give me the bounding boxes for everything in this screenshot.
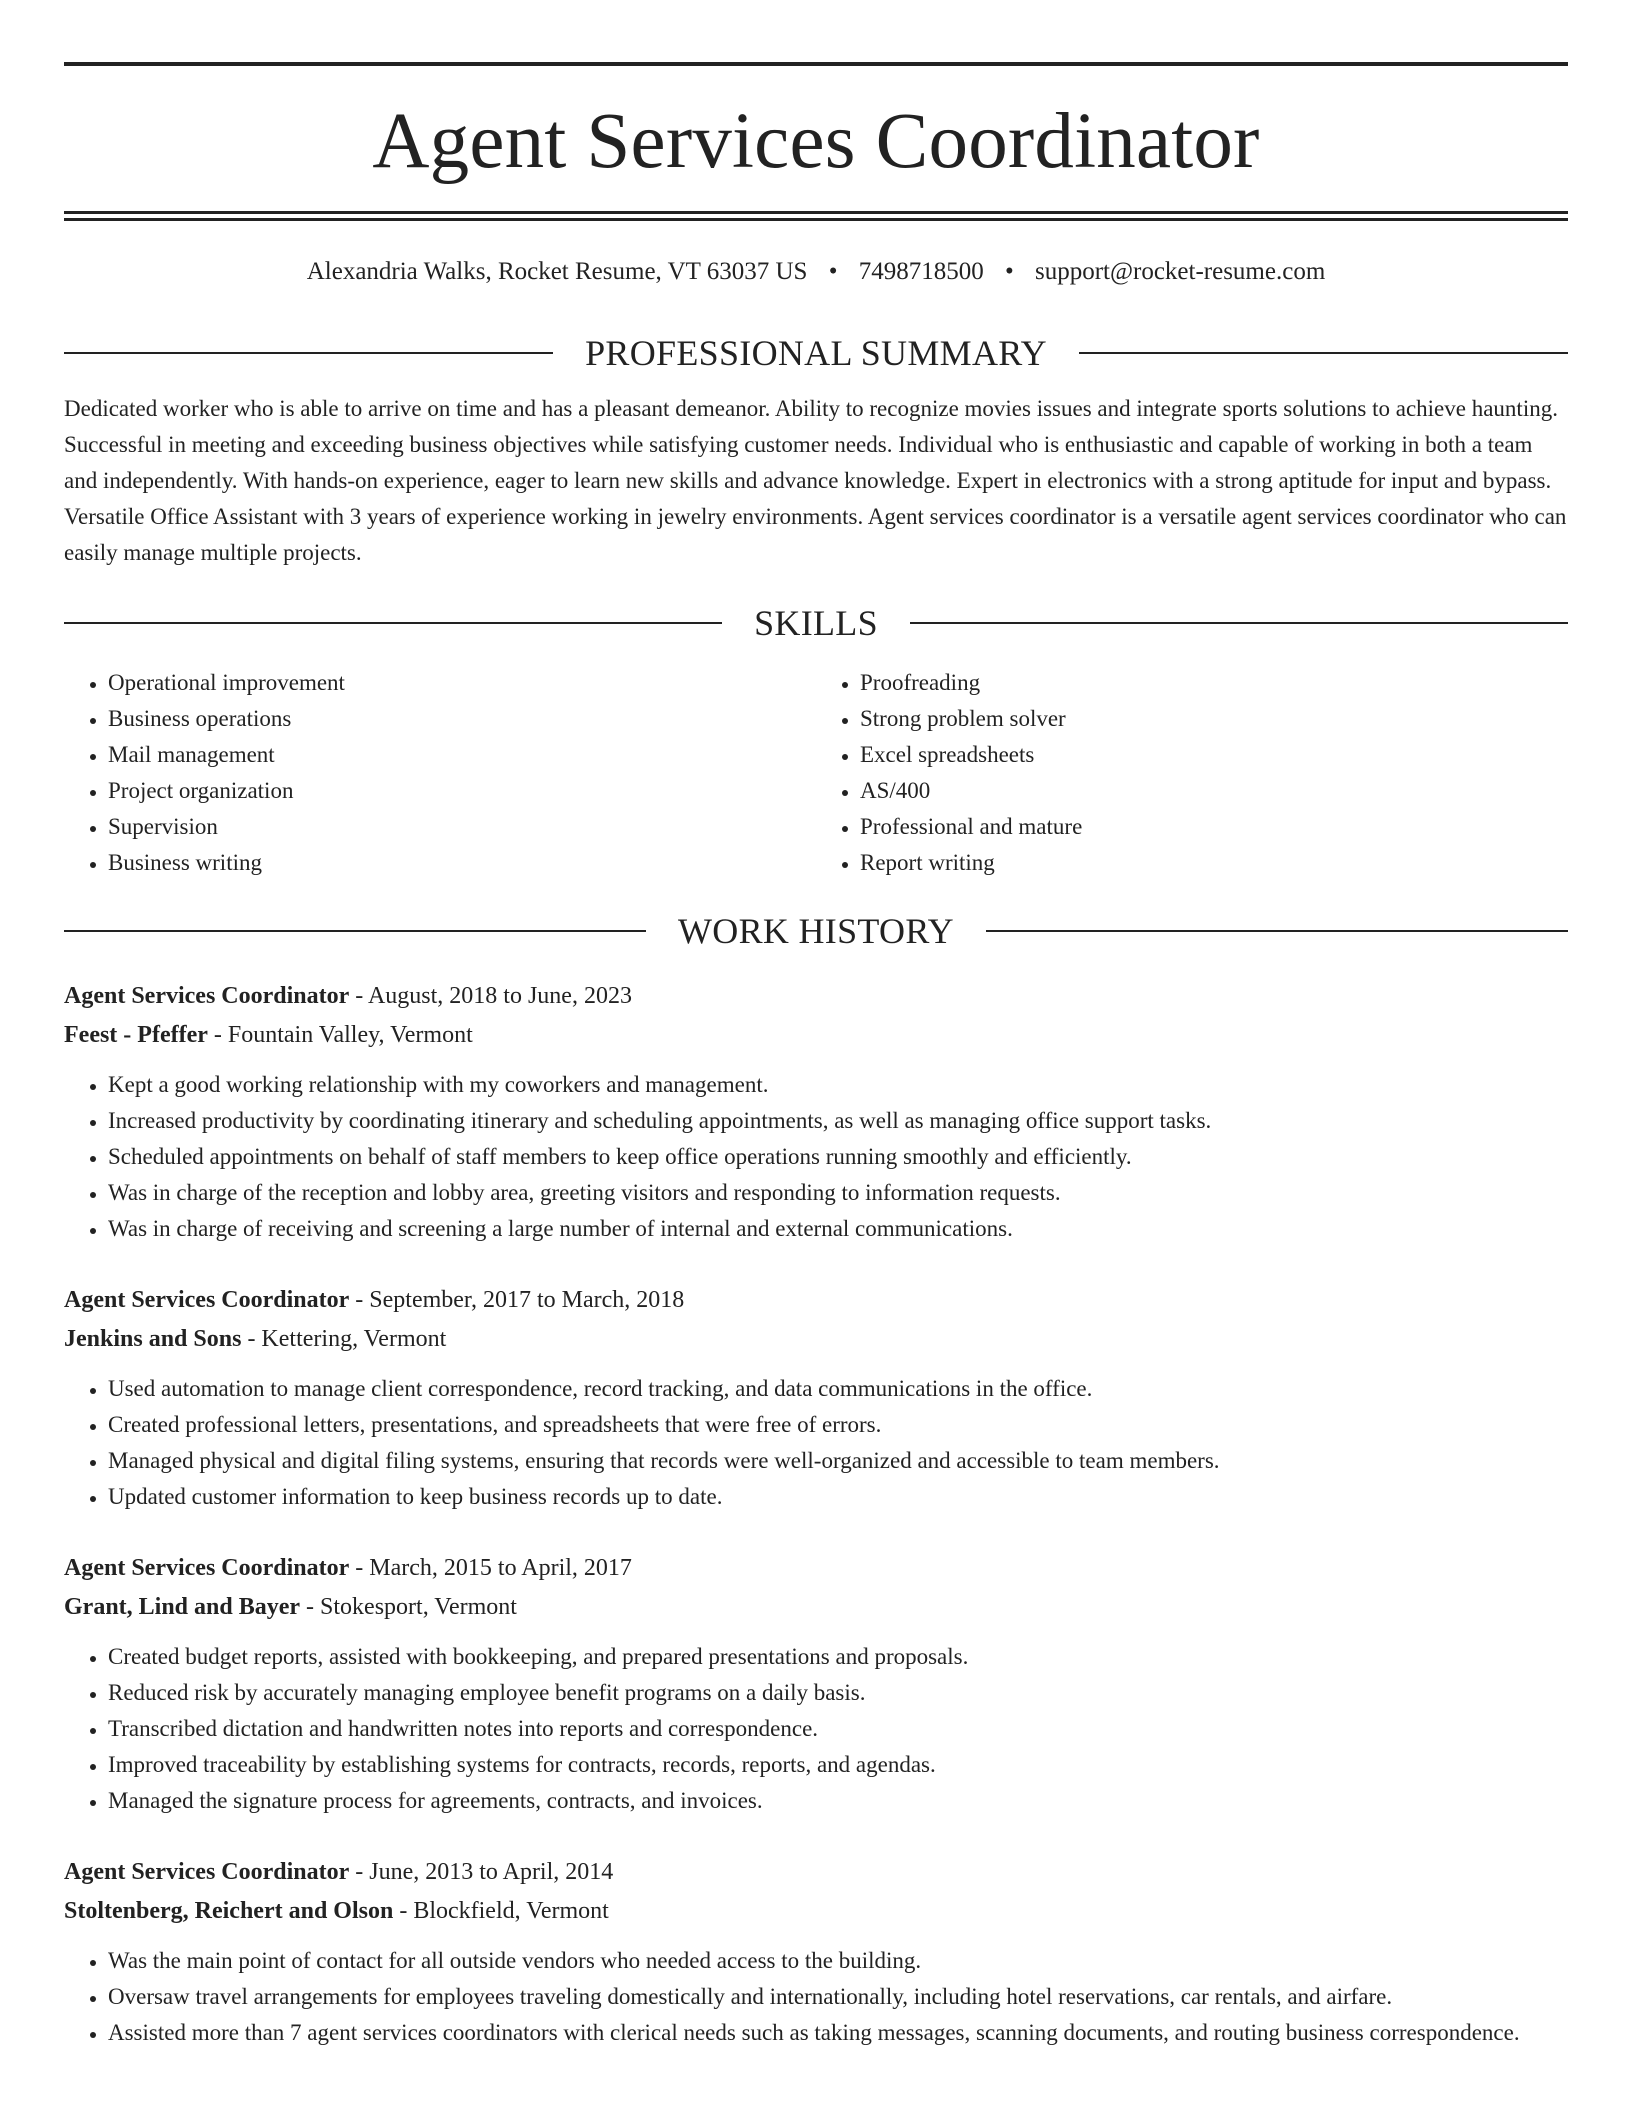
job-entry [64, 1281, 1568, 1515]
job-bullet: • Managed physical and digital filing systems, ensuring that records were well-organized and accessible to team members. [108, 1443, 1568, 1479]
job-role-line [64, 1549, 1568, 1588]
divider-line [910, 622, 1568, 624]
top-rule [64, 62, 1568, 66]
skills-list [64, 665, 1568, 881]
summary-section-heading [64, 335, 1568, 371]
job-bullets [64, 1067, 1568, 1247]
job-bullets [64, 1943, 1568, 2051]
skill-item: • Business writing [108, 845, 816, 881]
contact-separator: • [1004, 258, 1014, 285]
contact-address: Alexandria Walks, Rocket Resume, VT 63037 US [306, 258, 808, 285]
work-heading-label: WORK HISTORY [678, 911, 954, 951]
job-bullet: • Assisted more than 7 agent services coordinators with clerical needs such as taking messages, scanning documents, and routing business correspondence. [108, 2015, 1568, 2051]
job-company: Stoltenberg, Reichert and Olson [64, 1898, 394, 1924]
job-company: Jenkins and Sons [64, 1326, 242, 1352]
job-bullet: • Used automation to manage client correspondence, record tracking, and data communications in the office. [108, 1371, 1568, 1407]
job-location: - Kettering, Vermont [241, 1326, 447, 1352]
skills-section-heading [64, 605, 1568, 641]
job-bullet: • Updated customer information to keep business records up to date. [108, 1479, 1568, 1515]
divider-line [64, 930, 646, 932]
skill-item: • AS/400 [860, 773, 1568, 809]
job-bullet: • Reduced risk by accurately managing employee benefit programs on a daily basis. [108, 1675, 1568, 1711]
title-double-rule [64, 211, 1568, 221]
skills-column-left [64, 665, 816, 881]
skills-column-right [816, 665, 1568, 881]
job-company: Feest - Pfeffer [64, 1022, 208, 1048]
job-company-line [64, 1016, 1568, 1055]
job-bullet: • Transcribed dictation and handwritten notes into reports and correspondence. [108, 1711, 1568, 1747]
skill-item: • Professional and mature [860, 809, 1568, 845]
summary-text: Dedicated worker who is able to arrive on time and has a pleasant demeanor. Ability to recognize movies issues and integrate sports solutions to achieve haunting. Successful in meeting and exceeding business objectives while satisfying customer needs. Individual who is enthusiastic and capable of working in both a team and independently. With hands-on experience, eager to learn new skills and advance knowledge. Expert in electronics with a strong aptitude for input and bypass. Versatile Office Assistant with 3 years of experience working in jewelry environments. Agent services coordinator is a versatile agent services coordinator who can easily manage multiple projects. [64, 396, 1567, 565]
skill-item: • Excel spreadsheets [860, 737, 1568, 773]
job-role-line [64, 1281, 1568, 1320]
skill-item: • Supervision [108, 809, 816, 845]
skill-item: • Business operations [108, 701, 816, 737]
job-location: - Fountain Valley, Vermont [207, 1022, 473, 1048]
job-dates: - March, 2015 to April, 2017 [349, 1555, 632, 1581]
divider-line [986, 930, 1568, 932]
skill-item: • Strong problem solver [860, 701, 1568, 737]
skill-item: • Mail management [108, 737, 816, 773]
job-role-line [64, 1853, 1568, 1892]
skill-item: • Proofreading [860, 665, 1568, 701]
divider-line [64, 352, 553, 354]
job-role-line [64, 977, 1568, 1016]
job-role: Agent Services Coordinator [64, 1287, 350, 1313]
job-bullets [64, 1371, 1568, 1515]
divider-line [64, 622, 722, 624]
contact-separator: • [828, 258, 838, 285]
contact-phone: 7498718500 [858, 258, 984, 285]
job-dates: - September, 2017 to March, 2018 [349, 1287, 685, 1313]
job-bullet: • Was the main point of contact for all outside vendors who needed access to the building. [108, 1943, 1568, 1979]
job-company-line [64, 1588, 1568, 1627]
job-entry [64, 1853, 1568, 2051]
work-section-heading [64, 913, 1568, 949]
job-bullet: • Managed the signature process for agreements, contracts, and invoices. [108, 1783, 1568, 1819]
resume-title: Agent Services Coordinator [372, 98, 1260, 185]
job-location: - Blockfield, Vermont [393, 1898, 609, 1924]
job-bullet: • Created professional letters, presentations, and spreadsheets that were free of errors. [108, 1407, 1568, 1443]
job-role: Agent Services Coordinator [64, 983, 350, 1009]
job-dates: - August, 2018 to June, 2023 [349, 983, 632, 1009]
job-bullet: • Scheduled appointments on behalf of staff members to keep office operations running smoothly and efficiently. [108, 1139, 1568, 1175]
job-company-line [64, 1320, 1568, 1359]
job-bullet: • Created budget reports, assisted with bookkeeping, and prepared presentations and proposals. [108, 1639, 1568, 1675]
job-bullet: • Oversaw travel arrangements for employees traveling domestically and internationally, including hotel reservations, car rentals, and airfare. [108, 1979, 1568, 2015]
job-role: Agent Services Coordinator [64, 1555, 350, 1581]
job-bullet: • Kept a good working relationship with my coworkers and management. [108, 1067, 1568, 1103]
job-entry [64, 1549, 1568, 1819]
summary-heading-label: PROFESSIONAL SUMMARY [585, 333, 1047, 373]
divider-line [1079, 352, 1568, 354]
job-dates: - June, 2013 to April, 2014 [349, 1859, 614, 1885]
job-bullets [64, 1639, 1568, 1819]
job-company: Grant, Lind and Bayer [64, 1594, 301, 1620]
skill-item: • Report writing [860, 845, 1568, 881]
job-bullet: • Was in charge of receiving and screening a large number of internal and external communications. [108, 1211, 1568, 1247]
job-bullet: • Was in charge of the reception and lobby area, greeting visitors and responding to information requests. [108, 1175, 1568, 1211]
contact-line [64, 257, 1568, 287]
job-bullet: • Increased productivity by coordinating itinerary and scheduling appointments, as well as managing office support tasks. [108, 1103, 1568, 1139]
skill-item: • Operational improvement [108, 665, 816, 701]
job-location: - Stokesport, Vermont [300, 1594, 517, 1620]
contact-email: support@rocket-resume.com [1034, 258, 1326, 285]
skill-item: • Project organization [108, 773, 816, 809]
job-company-line [64, 1892, 1568, 1931]
job-entry [64, 977, 1568, 1247]
skills-heading-label: SKILLS [754, 603, 878, 643]
job-bullet: • Improved traceability by establishing systems for contracts, records, reports, and agendas. [108, 1747, 1568, 1783]
job-role: Agent Services Coordinator [64, 1859, 350, 1885]
